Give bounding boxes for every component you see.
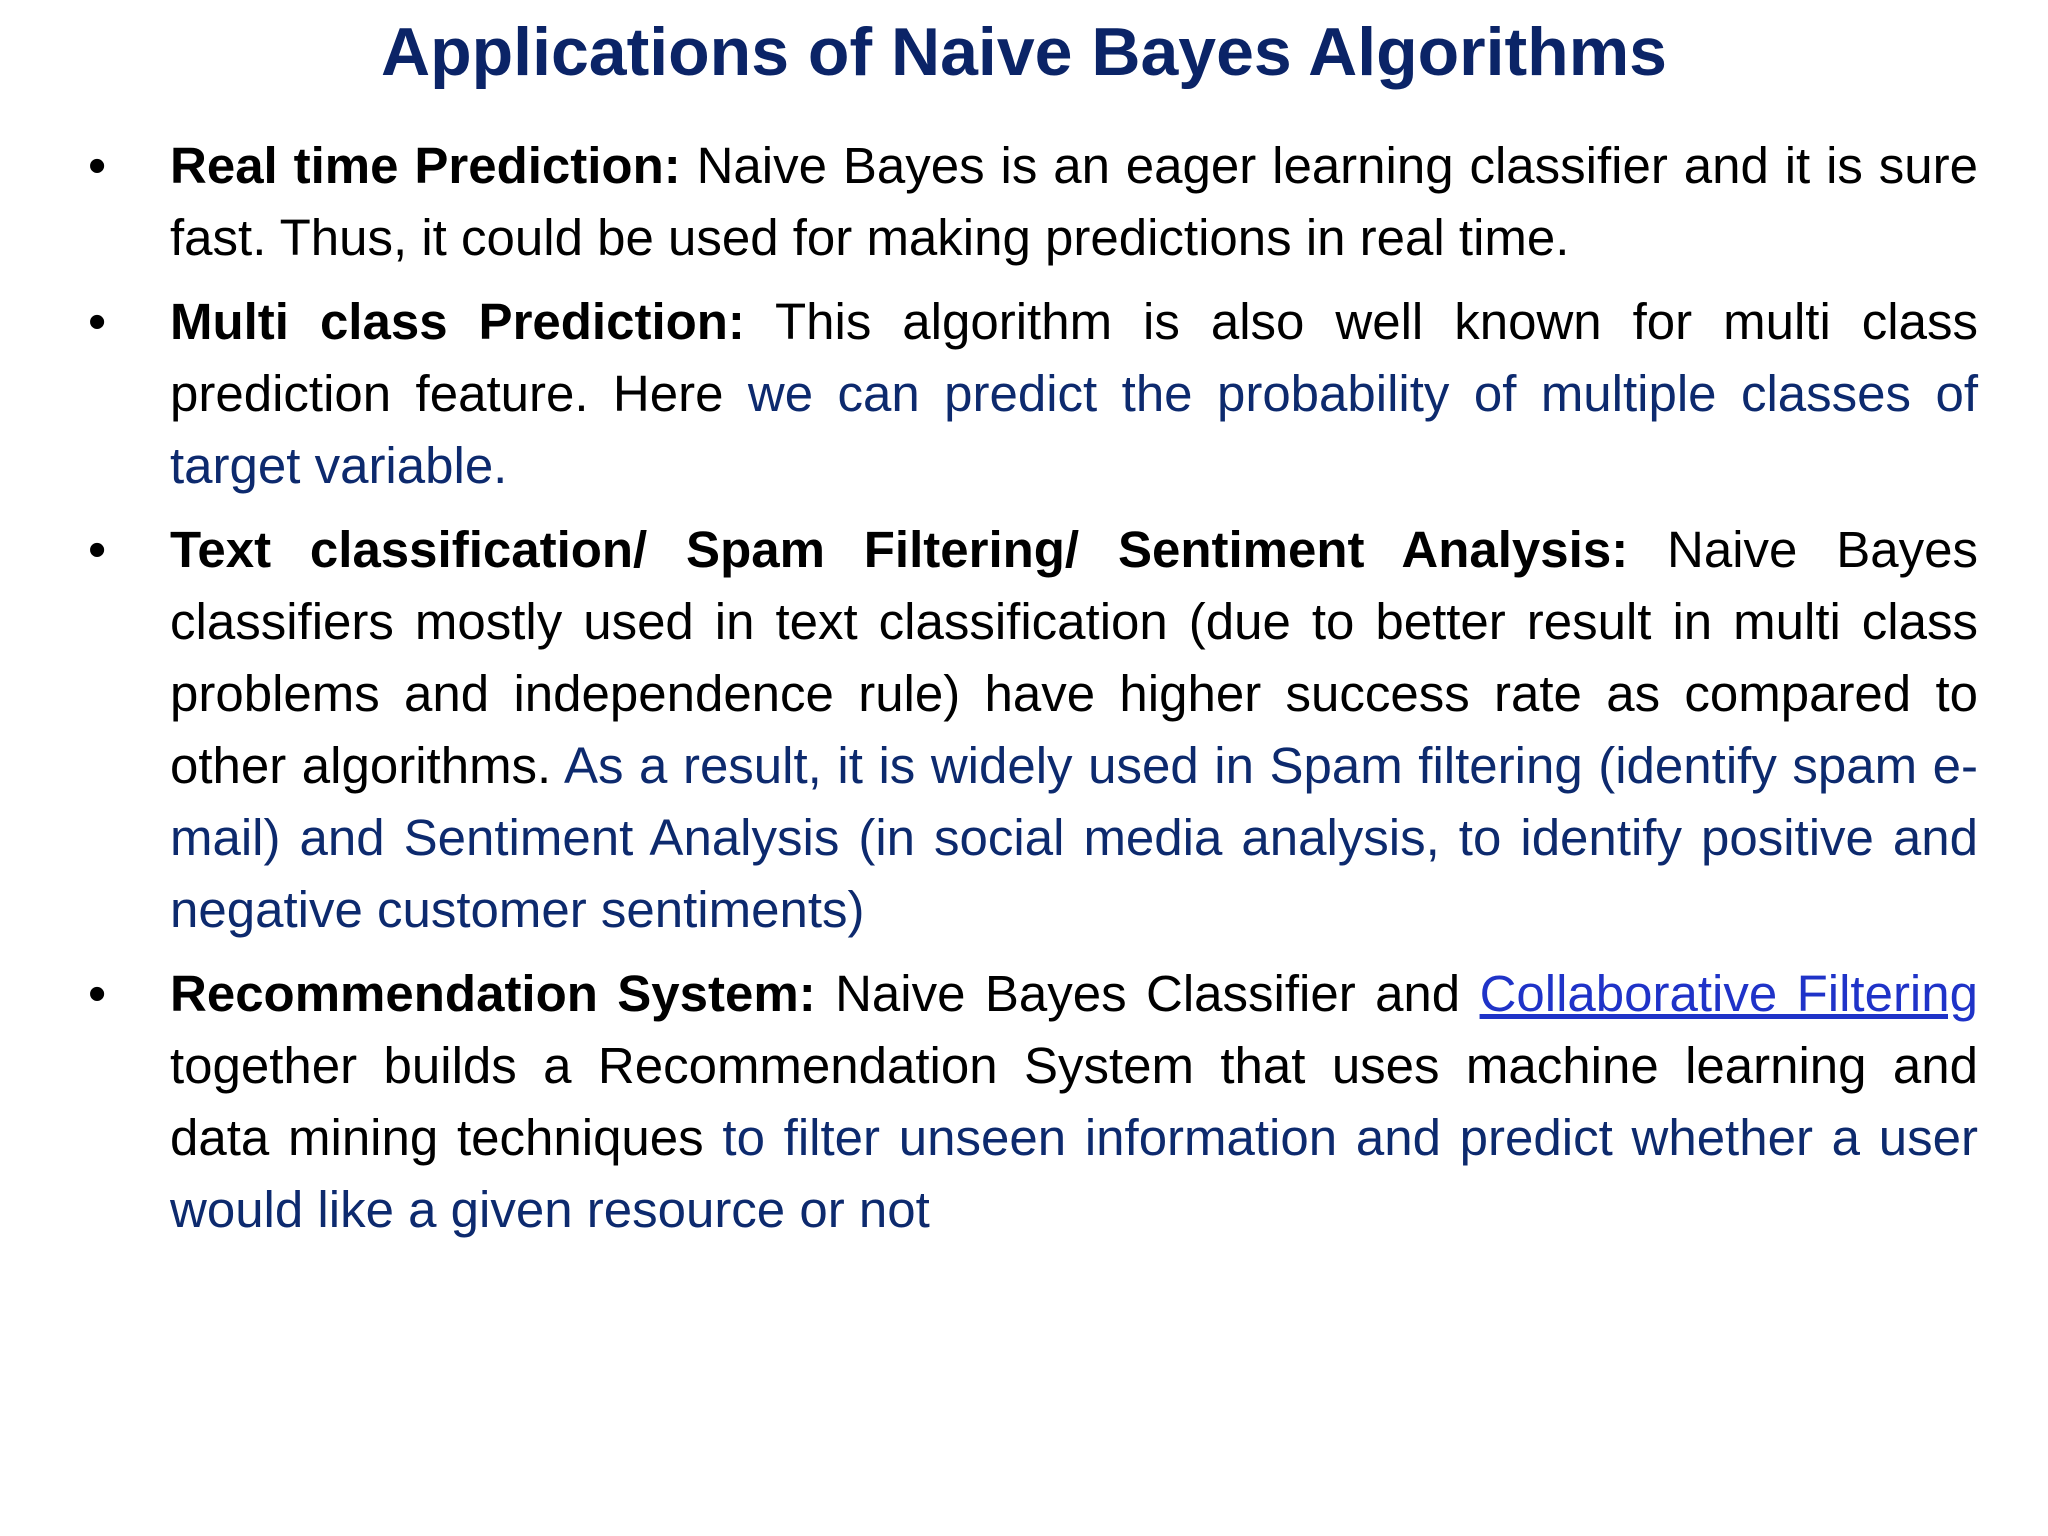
bullet-multi-class-prediction	[0, 286, 2048, 502]
bullet-list	[0, 130, 2048, 1258]
bullet-dot-icon: •	[88, 293, 107, 351]
bullet-dot-icon: •	[88, 521, 107, 579]
bullet-dot-icon: •	[88, 137, 107, 195]
bullet-highlight: As a result, it is widely used in Spam filtering (identify spam e-mail) and Sentiment Analysis (in social media analysis, to identify positive and negative customer sentiments)	[170, 737, 1978, 938]
bullet-real-time-prediction	[0, 130, 2048, 274]
bullet-recommendation-system	[0, 958, 2048, 1246]
bullet-highlight: we can predict the probability of multiple classes of target variable.	[170, 365, 1978, 494]
bullet-body: Naive Bayes Classifier and	[815, 965, 1480, 1022]
bullet-text	[170, 130, 1978, 274]
slide-title: Applications of Naive Bayes Algorithms	[381, 14, 1667, 90]
bullet-text-classification	[0, 514, 2048, 946]
bullet-text	[170, 958, 1978, 1246]
bullet-body: Naive Bayes classifiers mostly used in text classification (due to better result in multi class problems and independence rule) have higher success rate as compared to other algorithms.	[170, 521, 1978, 794]
bullet-body: together builds a Recommendation System that uses machine learning and data mining techniques	[170, 1037, 1978, 1166]
bullet-heading: Text classification/ Spam Filtering/ Sentiment Analysis:	[170, 521, 1629, 578]
bullet-heading: Real time Prediction:	[170, 137, 681, 194]
bullet-heading: Multi class Prediction:	[170, 293, 745, 350]
bullet-highlight: to filter unseen information and predict whether a user would like a given resource or not	[170, 1109, 1978, 1238]
collaborative-filtering-link[interactable]: Collaborative Filtering	[1479, 965, 1978, 1022]
bullet-text	[170, 514, 1978, 946]
bullet-text	[170, 286, 1978, 502]
bullet-heading: Recommendation System:	[170, 965, 816, 1022]
bullet-body: This algorithm is also well known for multi class prediction feature. Here	[170, 293, 1978, 422]
bullet-dot-icon: •	[88, 965, 107, 1023]
bullet-body: Naive Bayes is an eager learning classifier and it is sure fast. Thus, it could be used for making predictions in real time.	[170, 137, 1978, 266]
